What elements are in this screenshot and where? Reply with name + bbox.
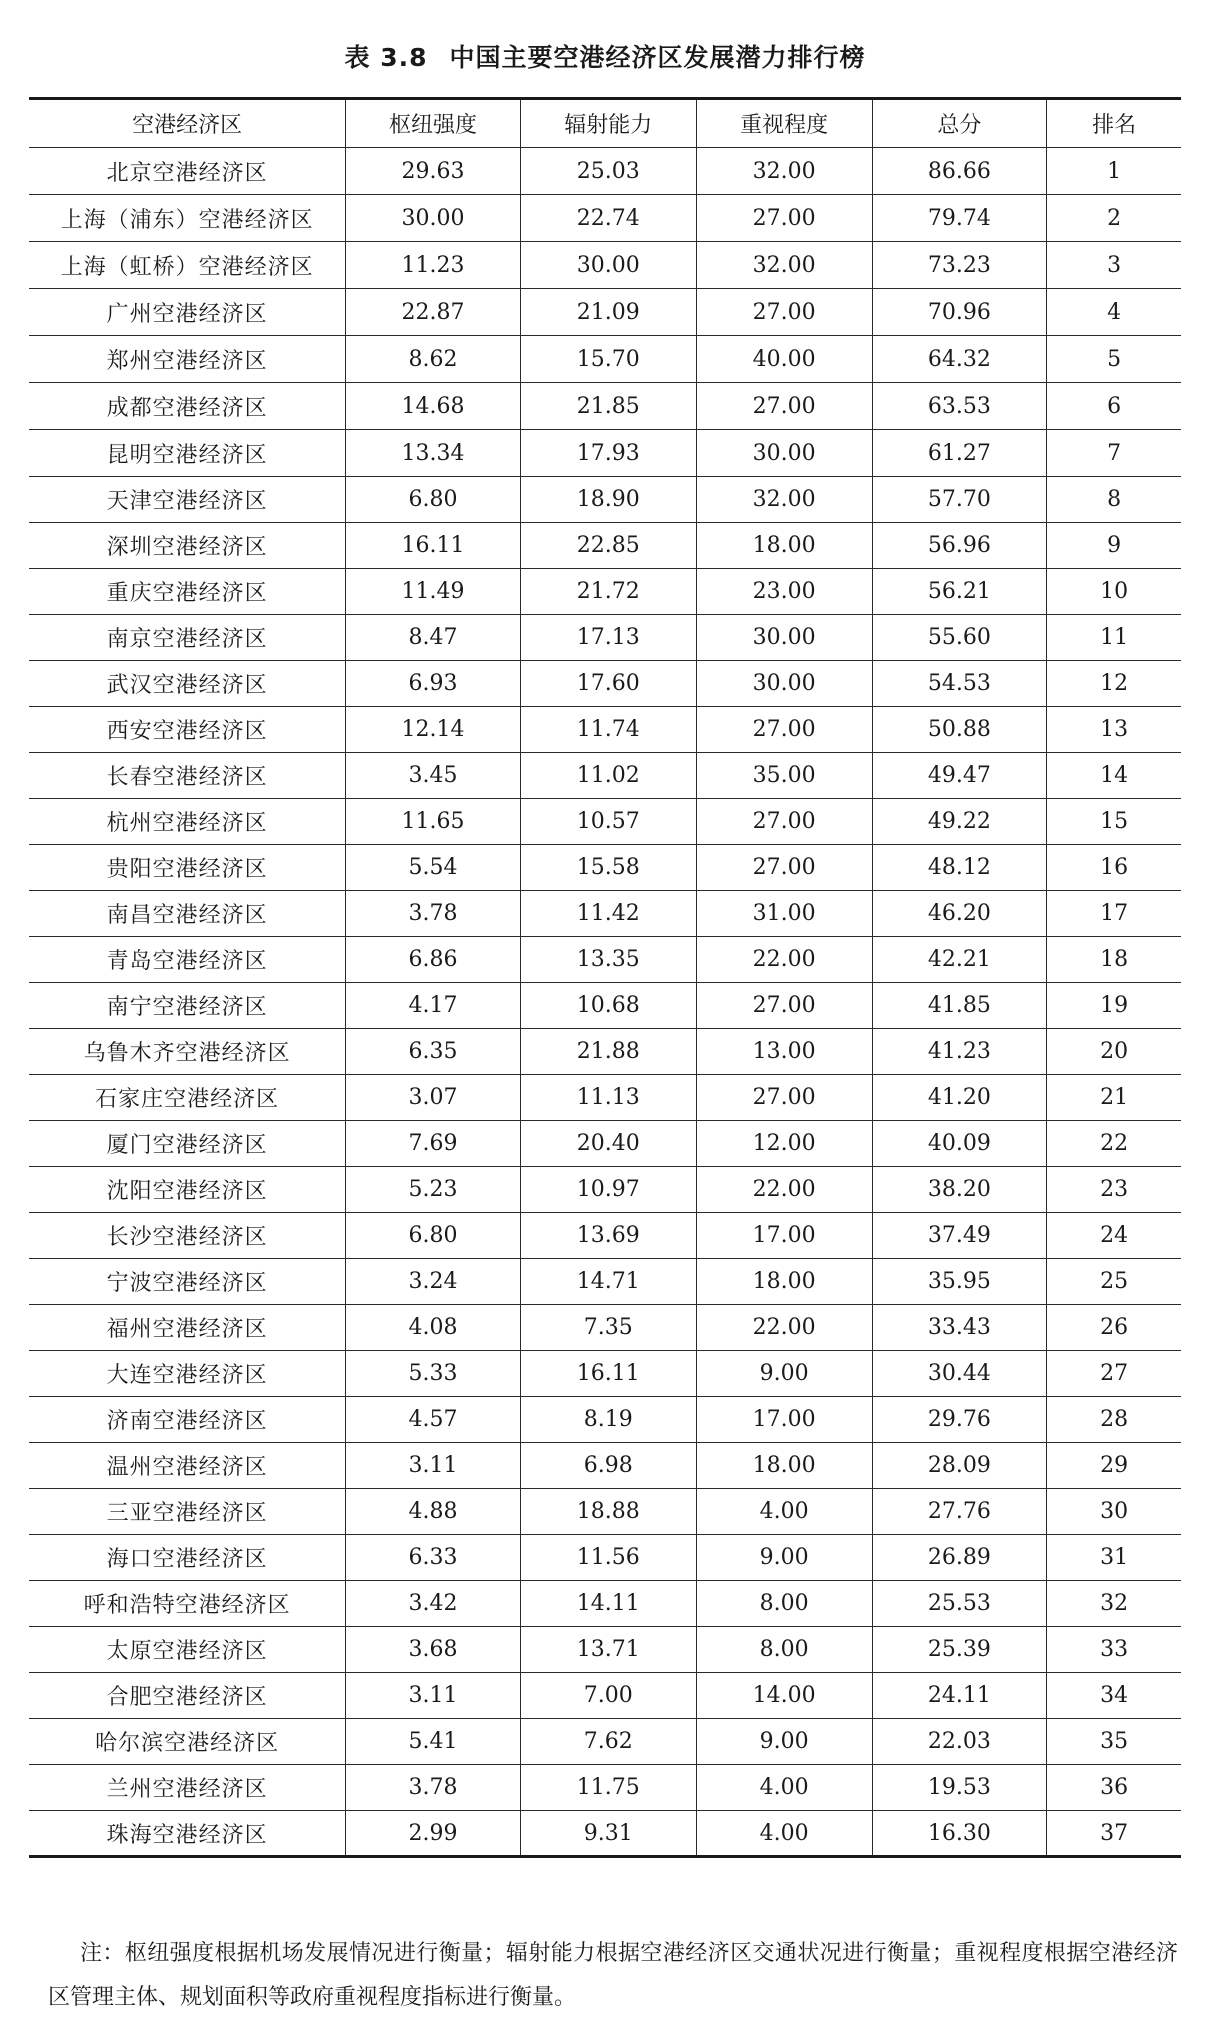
hub-strength-cell: 6.86 xyxy=(346,937,521,983)
table-row xyxy=(29,1489,1181,1535)
radiation-capacity-cell: 8.19 xyxy=(520,1397,696,1443)
region-cell: 沈阳空港经济区 xyxy=(29,1167,346,1213)
region-cell: 乌鲁木齐空港经济区 xyxy=(29,1029,346,1075)
total-score-cell: 26.89 xyxy=(872,1535,1047,1581)
rank-cell: 10 xyxy=(1047,569,1181,615)
hub-strength-cell: 4.08 xyxy=(346,1305,521,1351)
radiation-capacity-cell: 18.88 xyxy=(520,1489,696,1535)
rank-cell: 20 xyxy=(1047,1029,1181,1075)
attention-level-cell: 4.00 xyxy=(696,1811,872,1857)
total-score-cell: 86.66 xyxy=(872,148,1047,195)
region-cell: 杭州空港经济区 xyxy=(29,799,346,845)
ranking-table xyxy=(29,97,1181,1858)
total-score-cell: 19.53 xyxy=(872,1765,1047,1811)
radiation-capacity-cell: 13.69 xyxy=(520,1213,696,1259)
region-cell: 上海（虹桥）空港经济区 xyxy=(29,242,346,289)
radiation-capacity-cell: 7.35 xyxy=(520,1305,696,1351)
region-cell: 太原空港经济区 xyxy=(29,1627,346,1673)
radiation-capacity-cell: 14.11 xyxy=(520,1581,696,1627)
table-row xyxy=(29,1167,1181,1213)
total-score-cell: 27.76 xyxy=(872,1489,1047,1535)
attention-level-cell: 4.00 xyxy=(696,1765,872,1811)
region-cell: 福州空港经济区 xyxy=(29,1305,346,1351)
region-cell: 西安空港经济区 xyxy=(29,707,346,753)
rank-cell: 12 xyxy=(1047,661,1181,707)
region-cell: 广州空港经济区 xyxy=(29,289,346,336)
rank-cell: 3 xyxy=(1047,242,1181,289)
rank-cell: 27 xyxy=(1047,1351,1181,1397)
table-row xyxy=(29,707,1181,753)
total-score-cell: 49.47 xyxy=(872,753,1047,799)
hub-strength-cell: 6.80 xyxy=(346,477,521,523)
table-row xyxy=(29,523,1181,569)
table-row xyxy=(29,569,1181,615)
table-caption xyxy=(0,38,1210,74)
header-attention-level: 重视程度 xyxy=(696,99,872,148)
rank-cell: 28 xyxy=(1047,1397,1181,1443)
hub-strength-cell: 11.49 xyxy=(346,569,521,615)
radiation-capacity-cell: 11.42 xyxy=(520,891,696,937)
table-row xyxy=(29,1075,1181,1121)
attention-level-cell: 31.00 xyxy=(696,891,872,937)
region-cell: 济南空港经济区 xyxy=(29,1397,346,1443)
hub-strength-cell: 3.42 xyxy=(346,1581,521,1627)
radiation-capacity-cell: 11.74 xyxy=(520,707,696,753)
attention-level-cell: 9.00 xyxy=(696,1351,872,1397)
table-row xyxy=(29,1673,1181,1719)
rank-cell: 19 xyxy=(1047,983,1181,1029)
hub-strength-cell: 6.93 xyxy=(346,661,521,707)
hub-strength-cell: 2.99 xyxy=(346,1811,521,1857)
total-score-cell: 41.85 xyxy=(872,983,1047,1029)
hub-strength-cell: 6.35 xyxy=(346,1029,521,1075)
radiation-capacity-cell: 15.70 xyxy=(520,336,696,383)
total-score-cell: 54.53 xyxy=(872,661,1047,707)
hub-strength-cell: 12.14 xyxy=(346,707,521,753)
rank-cell: 21 xyxy=(1047,1075,1181,1121)
rank-cell: 5 xyxy=(1047,336,1181,383)
attention-level-cell: 22.00 xyxy=(696,1167,872,1213)
radiation-capacity-cell: 16.11 xyxy=(520,1351,696,1397)
table-row xyxy=(29,1397,1181,1443)
region-cell: 长春空港经济区 xyxy=(29,753,346,799)
attention-level-cell: 8.00 xyxy=(696,1627,872,1673)
attention-level-cell: 32.00 xyxy=(696,242,872,289)
hub-strength-cell: 8.47 xyxy=(346,615,521,661)
radiation-capacity-cell: 10.68 xyxy=(520,983,696,1029)
hub-strength-cell: 3.07 xyxy=(346,1075,521,1121)
rank-cell: 37 xyxy=(1100,1820,1129,1846)
table-row xyxy=(29,1719,1181,1765)
attention-level-cell: 40.00 xyxy=(696,336,872,383)
rank-cell: 32 xyxy=(1047,1581,1181,1627)
total-score-cell: 35.95 xyxy=(872,1259,1047,1305)
radiation-capacity-cell: 17.13 xyxy=(520,615,696,661)
rank-cell: 18 xyxy=(1047,937,1181,983)
table-row xyxy=(29,1535,1181,1581)
table-number: 表 3.8 xyxy=(344,43,428,72)
table-row xyxy=(29,1305,1181,1351)
total-score-cell: 37.49 xyxy=(872,1213,1047,1259)
table-row xyxy=(29,383,1181,430)
rank-cell: 36 xyxy=(1047,1765,1181,1811)
total-score-cell: 38.20 xyxy=(872,1167,1047,1213)
total-score-cell: 46.20 xyxy=(872,891,1047,937)
radiation-capacity-cell: 30.00 xyxy=(520,242,696,289)
region-cell: 青岛空港经济区 xyxy=(29,937,346,983)
region-cell: 哈尔滨空港经济区 xyxy=(29,1719,346,1765)
attention-level-cell: 35.00 xyxy=(696,753,872,799)
hub-strength-cell: 3.45 xyxy=(346,753,521,799)
table-row xyxy=(29,1627,1181,1673)
total-score-cell: 56.21 xyxy=(872,569,1047,615)
attention-level-cell: 30.00 xyxy=(696,661,872,707)
attention-level-cell: 18.00 xyxy=(696,1443,872,1489)
rank-cell: 15 xyxy=(1047,799,1181,845)
rank-cell: 17 xyxy=(1047,891,1181,937)
region-cell: 重庆空港经济区 xyxy=(29,569,346,615)
rank-cell: 25 xyxy=(1047,1259,1181,1305)
attention-level-cell: 32.00 xyxy=(696,477,872,523)
hub-strength-cell: 3.78 xyxy=(346,891,521,937)
region-cell: 昆明空港经济区 xyxy=(29,430,346,477)
total-score-cell: 28.09 xyxy=(872,1443,1047,1489)
total-score-cell: 22.03 xyxy=(872,1719,1047,1765)
table-row xyxy=(29,1811,1181,1857)
hub-strength-cell: 3.11 xyxy=(346,1673,521,1719)
total-score-cell: 24.11 xyxy=(872,1673,1047,1719)
rank-cell: 34 xyxy=(1047,1673,1181,1719)
radiation-capacity-cell: 22.85 xyxy=(520,523,696,569)
region-cell: 南京空港经济区 xyxy=(29,615,346,661)
radiation-capacity-cell: 20.40 xyxy=(520,1121,696,1167)
table-row xyxy=(29,289,1181,336)
attention-level-cell: 18.00 xyxy=(696,1259,872,1305)
rank-cell: 23 xyxy=(1047,1167,1181,1213)
rank-cell: 33 xyxy=(1047,1627,1181,1673)
table-title: 中国主要空港经济区发展潜力排行榜 xyxy=(449,43,866,72)
total-score-cell: 48.12 xyxy=(872,845,1047,891)
header-total-score: 总分 xyxy=(872,99,1047,148)
radiation-capacity-cell: 11.75 xyxy=(520,1765,696,1811)
total-score-cell: 16.30 xyxy=(872,1811,1047,1857)
region-cell: 兰州空港经济区 xyxy=(29,1765,346,1811)
rank-cell: 4 xyxy=(1047,289,1181,336)
total-score-cell: 25.53 xyxy=(872,1581,1047,1627)
rank-cell: 2 xyxy=(1047,195,1181,242)
table-row xyxy=(29,753,1181,799)
region-cell: 天津空港经济区 xyxy=(29,477,346,523)
total-score-cell: 25.39 xyxy=(872,1627,1047,1673)
table-row xyxy=(29,891,1181,937)
radiation-capacity-cell: 25.03 xyxy=(520,148,696,195)
table-row xyxy=(29,1121,1181,1167)
attention-level-cell: 9.00 xyxy=(696,1719,872,1765)
attention-level-cell: 27.00 xyxy=(696,799,872,845)
radiation-capacity-cell: 7.62 xyxy=(520,1719,696,1765)
rank-cell: 1 xyxy=(1047,148,1181,195)
table-row xyxy=(29,430,1181,477)
total-score-cell: 41.20 xyxy=(872,1075,1047,1121)
hub-strength-cell: 3.78 xyxy=(346,1765,521,1811)
attention-level-cell: 14.00 xyxy=(696,1673,872,1719)
rank-cell: 16 xyxy=(1047,845,1181,891)
region-cell: 郑州空港经济区 xyxy=(29,336,346,383)
radiation-capacity-cell: 13.71 xyxy=(520,1627,696,1673)
total-score-cell: 70.96 xyxy=(872,289,1047,336)
table-body xyxy=(29,148,1181,1857)
radiation-capacity-cell: 11.02 xyxy=(520,753,696,799)
rank-cell: 9 xyxy=(1047,523,1181,569)
radiation-capacity-cell: 15.58 xyxy=(520,845,696,891)
attention-level-cell: 27.00 xyxy=(696,289,872,336)
attention-level-cell: 32.00 xyxy=(696,148,872,195)
table-row xyxy=(29,1259,1181,1305)
table-row xyxy=(29,845,1181,891)
table-row xyxy=(29,1029,1181,1075)
rank-cell: 29 xyxy=(1047,1443,1181,1489)
hub-strength-cell: 14.68 xyxy=(346,383,521,430)
table-row xyxy=(29,477,1181,523)
region-cell: 合肥空港经济区 xyxy=(29,1673,346,1719)
hub-strength-cell: 5.41 xyxy=(346,1719,521,1765)
hub-strength-cell: 11.23 xyxy=(346,242,521,289)
hub-strength-cell: 22.87 xyxy=(346,289,521,336)
header-region: 空港经济区 xyxy=(29,99,346,148)
region-cell: 南宁空港经济区 xyxy=(29,983,346,1029)
rank-cell: 24 xyxy=(1047,1213,1181,1259)
hub-strength-cell: 16.11 xyxy=(346,523,521,569)
total-score-cell: 33.43 xyxy=(872,1305,1047,1351)
region-cell: 深圳空港经济区 xyxy=(29,523,346,569)
radiation-capacity-cell: 9.31 xyxy=(520,1811,696,1857)
table-row xyxy=(29,615,1181,661)
region-cell: 温州空港经济区 xyxy=(29,1443,346,1489)
total-score-cell: 29.76 xyxy=(872,1397,1047,1443)
total-score-cell: 79.74 xyxy=(872,195,1047,242)
attention-level-cell: 13.00 xyxy=(696,1029,872,1075)
region-cell: 北京空港经济区 xyxy=(29,148,346,195)
radiation-capacity-cell: 21.88 xyxy=(520,1029,696,1075)
hub-strength-cell: 5.23 xyxy=(346,1167,521,1213)
radiation-capacity-cell: 17.60 xyxy=(520,661,696,707)
region-cell: 大连空港经济区 xyxy=(29,1351,346,1397)
radiation-capacity-cell: 21.72 xyxy=(520,569,696,615)
rank-cell: 35 xyxy=(1047,1719,1181,1765)
header-radiation-capacity: 辐射能力 xyxy=(520,99,696,148)
hub-strength-cell: 6.80 xyxy=(346,1213,521,1259)
header-hub-strength: 枢纽强度 xyxy=(346,99,521,148)
hub-strength-cell: 8.62 xyxy=(346,336,521,383)
table-note: 注：枢纽强度根据机场发展情况进行衡量；辐射能力根据空港经济区交通状况进行衡量；重视程度根据空港经济区管理主体、规划面积等政府重视程度指标进行衡量。 xyxy=(48,1941,1178,2010)
total-score-cell: 61.27 xyxy=(872,430,1047,477)
table-row xyxy=(29,1351,1181,1397)
hub-strength-cell: 4.57 xyxy=(346,1397,521,1443)
table-row xyxy=(29,195,1181,242)
radiation-capacity-cell: 11.13 xyxy=(520,1075,696,1121)
attention-level-cell: 18.00 xyxy=(696,523,872,569)
radiation-capacity-cell: 11.56 xyxy=(520,1535,696,1581)
table-row xyxy=(29,148,1181,195)
attention-level-cell: 27.00 xyxy=(696,845,872,891)
total-score-cell: 64.32 xyxy=(872,336,1047,383)
radiation-capacity-cell: 21.09 xyxy=(520,289,696,336)
region-cell: 宁波空港经济区 xyxy=(29,1259,346,1305)
rank-cell: 14 xyxy=(1047,753,1181,799)
table-row xyxy=(29,661,1181,707)
region-cell: 石家庄空港经济区 xyxy=(29,1075,346,1121)
total-score-cell: 56.96 xyxy=(872,523,1047,569)
radiation-capacity-cell: 17.93 xyxy=(520,430,696,477)
total-score-cell: 49.22 xyxy=(872,799,1047,845)
hub-strength-cell: 5.33 xyxy=(346,1351,521,1397)
table-row xyxy=(29,1765,1181,1811)
attention-level-cell: 23.00 xyxy=(696,569,872,615)
table-row xyxy=(29,983,1181,1029)
radiation-capacity-cell: 10.57 xyxy=(520,799,696,845)
hub-strength-cell: 7.69 xyxy=(346,1121,521,1167)
attention-level-cell: 22.00 xyxy=(696,1305,872,1351)
region-cell: 成都空港经济区 xyxy=(29,383,346,430)
rank-cell: 7 xyxy=(1047,430,1181,477)
total-score-cell: 50.88 xyxy=(872,707,1047,753)
attention-level-cell: 8.00 xyxy=(696,1581,872,1627)
radiation-capacity-cell: 10.97 xyxy=(520,1167,696,1213)
total-score-cell: 42.21 xyxy=(872,937,1047,983)
radiation-capacity-cell: 18.90 xyxy=(520,477,696,523)
hub-strength-cell: 6.33 xyxy=(346,1535,521,1581)
total-score-cell: 40.09 xyxy=(872,1121,1047,1167)
region-cell: 呼和浩特空港经济区 xyxy=(29,1581,346,1627)
region-cell: 武汉空港经济区 xyxy=(29,661,346,707)
attention-level-cell: 4.00 xyxy=(696,1489,872,1535)
attention-level-cell: 30.00 xyxy=(696,615,872,661)
hub-strength-cell: 5.54 xyxy=(346,845,521,891)
radiation-capacity-cell: 13.35 xyxy=(520,937,696,983)
rank-cell: 30 xyxy=(1047,1489,1181,1535)
attention-level-cell: 22.00 xyxy=(696,937,872,983)
table-row xyxy=(29,799,1181,845)
rank-cell: 6 xyxy=(1047,383,1181,430)
table-row xyxy=(29,1581,1181,1627)
hub-strength-cell: 3.68 xyxy=(346,1627,521,1673)
total-score-cell: 41.23 xyxy=(872,1029,1047,1075)
region-cell: 长沙空港经济区 xyxy=(29,1213,346,1259)
attention-level-cell: 17.00 xyxy=(696,1213,872,1259)
region-cell: 贵阳空港经济区 xyxy=(29,845,346,891)
radiation-capacity-cell: 6.98 xyxy=(520,1443,696,1489)
table-row xyxy=(29,242,1181,289)
region-cell: 厦门空港经济区 xyxy=(29,1121,346,1167)
hub-strength-cell: 4.17 xyxy=(346,983,521,1029)
hub-strength-cell: 29.63 xyxy=(346,148,521,195)
attention-level-cell: 27.00 xyxy=(696,707,872,753)
rank-cell: 13 xyxy=(1047,707,1181,753)
region-cell: 珠海空港经济区 xyxy=(29,1811,346,1857)
attention-level-cell: 9.00 xyxy=(696,1535,872,1581)
attention-level-cell: 12.00 xyxy=(696,1121,872,1167)
radiation-capacity-cell: 14.71 xyxy=(520,1259,696,1305)
attention-level-cell: 27.00 xyxy=(696,195,872,242)
hub-strength-cell: 13.34 xyxy=(346,430,521,477)
total-score-cell: 73.23 xyxy=(872,242,1047,289)
rank-cell: 22 xyxy=(1047,1121,1181,1167)
hub-strength-cell: 4.88 xyxy=(346,1489,521,1535)
hub-strength-cell: 3.24 xyxy=(346,1259,521,1305)
table-row xyxy=(29,1213,1181,1259)
attention-level-cell: 27.00 xyxy=(696,383,872,430)
region-cell: 上海（浦东）空港经济区 xyxy=(29,195,346,242)
rank-cell: 31 xyxy=(1047,1535,1181,1581)
rank-cell: 8 xyxy=(1047,477,1181,523)
attention-level-cell: 27.00 xyxy=(696,1075,872,1121)
total-score-cell: 55.60 xyxy=(872,615,1047,661)
total-score-cell: 63.53 xyxy=(872,383,1047,430)
rank-cell: 26 xyxy=(1047,1305,1181,1351)
hub-strength-cell: 3.11 xyxy=(346,1443,521,1489)
region-cell: 海口空港经济区 xyxy=(29,1535,346,1581)
total-score-cell: 30.44 xyxy=(872,1351,1047,1397)
table-row xyxy=(29,1443,1181,1489)
rank-cell: 11 xyxy=(1047,615,1181,661)
attention-level-cell: 30.00 xyxy=(696,430,872,477)
table-header-row xyxy=(29,99,1181,148)
hub-strength-cell: 30.00 xyxy=(346,195,521,242)
hub-strength-cell: 11.65 xyxy=(346,799,521,845)
region-cell: 南昌空港经济区 xyxy=(29,891,346,937)
attention-level-cell: 17.00 xyxy=(696,1397,872,1443)
total-score-cell: 57.70 xyxy=(872,477,1047,523)
radiation-capacity-cell: 7.00 xyxy=(520,1673,696,1719)
radiation-capacity-cell: 22.74 xyxy=(520,195,696,242)
attention-level-cell: 27.00 xyxy=(696,983,872,1029)
table-row xyxy=(29,336,1181,383)
table-row xyxy=(29,937,1181,983)
region-cell: 三亚空港经济区 xyxy=(29,1489,346,1535)
header-rank: 排名 xyxy=(1047,99,1181,148)
radiation-capacity-cell: 21.85 xyxy=(520,383,696,430)
